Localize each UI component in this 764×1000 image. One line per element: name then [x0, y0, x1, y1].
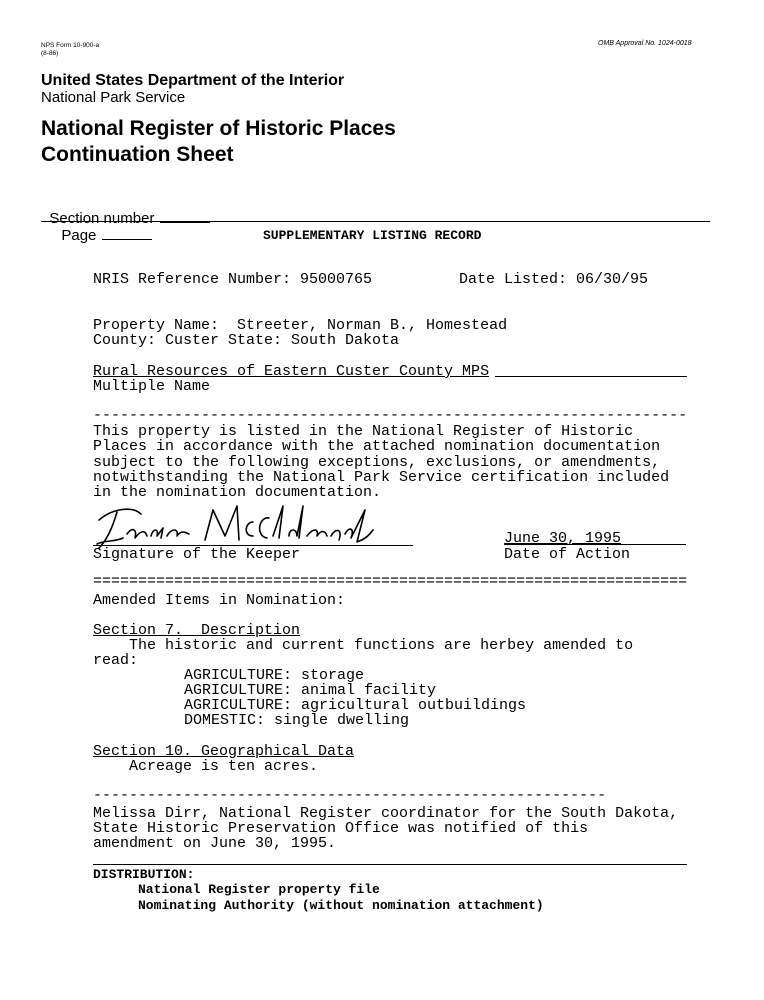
distribution-rule: [93, 864, 687, 865]
action-date-label: Date of Action: [504, 546, 631, 563]
function-item: AGRICULTURE: agricultural outbuildings: [184, 697, 527, 714]
distribution-label: DISTRIBUTION:: [93, 867, 195, 882]
distribution-item: Nominating Authority (without nomination attachment): [138, 898, 544, 913]
statement-line-4: notwithstanding the National Park Service certification included: [93, 469, 670, 486]
function-item: AGRICULTURE: storage: [184, 667, 365, 684]
distribution-item: National Register property file: [138, 882, 380, 897]
statement-line-3: subject to the following exceptions, exclusions, or amendments,: [93, 454, 661, 471]
signature-label: Signature of the Keeper: [93, 546, 301, 563]
statement-line-2: Places in accordance with the attached nomination documentation: [93, 438, 661, 455]
statement-line-5: in the nomination documentation.: [93, 484, 382, 501]
form-date: (8-86): [41, 50, 59, 57]
dash-separator: ------------------------------------------------------------------: [93, 407, 688, 424]
section7-text: The historic and current functions are herbey amended to: [93, 637, 634, 654]
nris-reference: NRIS Reference Number: 95000765: [93, 271, 373, 288]
date-listed: Date Listed: 06/30/95: [459, 271, 649, 288]
amended-heading: Amended Items in Nomination:: [93, 592, 346, 609]
closing-line-2: State Historic Preservation Office was notified of this: [93, 820, 589, 837]
section10-title: Section 10. Geographical Data: [93, 743, 355, 760]
record-heading: SUPPLEMENTARY LISTING RECORD: [263, 228, 482, 243]
form-subtitle: Continuation Sheet: [41, 143, 234, 166]
omb-approval: OMB Approval No. 1024-0018: [598, 40, 692, 47]
department-name: United States Department of the Interior: [41, 72, 345, 89]
property-name: Property Name: Streeter, Norman B., Homestead: [93, 317, 508, 334]
multiple-name-label: Multiple Name: [93, 378, 211, 395]
statement-line-1: This property is listed in the National Register of Historic: [93, 423, 634, 440]
section10-text: Acreage is ten acres.: [93, 758, 319, 775]
double-separator: ==================================================================: [93, 573, 688, 590]
service-name: National Park Service: [41, 89, 186, 106]
closing-line-3: amendment on June 30, 1995.: [93, 835, 337, 852]
section-number-label: Section number: [49, 210, 155, 227]
dash-separator-2: ---------------------------------------------------------: [93, 787, 607, 804]
header-rule: [41, 221, 710, 222]
function-item: AGRICULTURE: animal facility: [184, 682, 437, 699]
page-blank: [102, 238, 152, 240]
action-date-line: [504, 544, 686, 545]
multiple-name-rule: [495, 376, 687, 377]
county-state: County: Custer State: South Dakota: [93, 332, 400, 349]
action-date: June 30, 1995: [504, 530, 622, 547]
function-item: DOMESTIC: single dwelling: [184, 712, 410, 729]
page-label: Page: [61, 227, 97, 244]
section7-text-cont: read:: [93, 652, 139, 669]
section-number-field: [41, 193, 210, 244]
section7-title: Section 7. Description: [93, 622, 301, 639]
form-title: National Register of Historic Places: [41, 117, 396, 140]
multiple-name-value: Rural Resources of Eastern Custer County MPS: [93, 363, 490, 380]
form-number: NPS Form 10-900-a: [41, 42, 100, 49]
closing-line-1: Melissa Dirr, National Register coordinator for the South Dakota,: [93, 805, 679, 822]
